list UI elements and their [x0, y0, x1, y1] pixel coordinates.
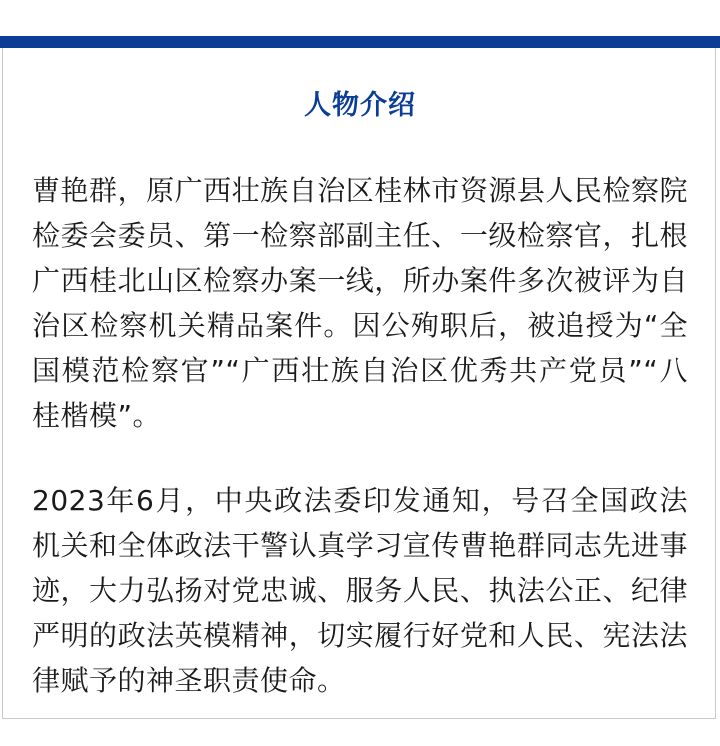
header-accent-bar: [0, 36, 720, 48]
page-title: 人物介绍: [304, 90, 416, 121]
notice-paragraph: 2023年6月，中央政法委印发通知，号召全国政法机关和全体政法干警认真学习宣传曹艳群同志先进事迹，大力弘扬对党忠诚、服务人民、执法公正、纪律严明的政法英模精神，切实履行好党和人民、宪法法律赋予的神圣职责使命。: [32, 484, 688, 697]
intro-paragraph: 曹艳群，原广西壮族自治区桂林市资源县人民检察院检委会委员、第一检察部副主任、一级检察官，扎根广西桂北山区检察办案一线，所办案件多次被评为自治区检察机关精品案件。因公殉职后，被追授为“全国模范检察官”“广西壮族自治区优秀共产党员”“八桂楷模”。: [32, 174, 688, 432]
